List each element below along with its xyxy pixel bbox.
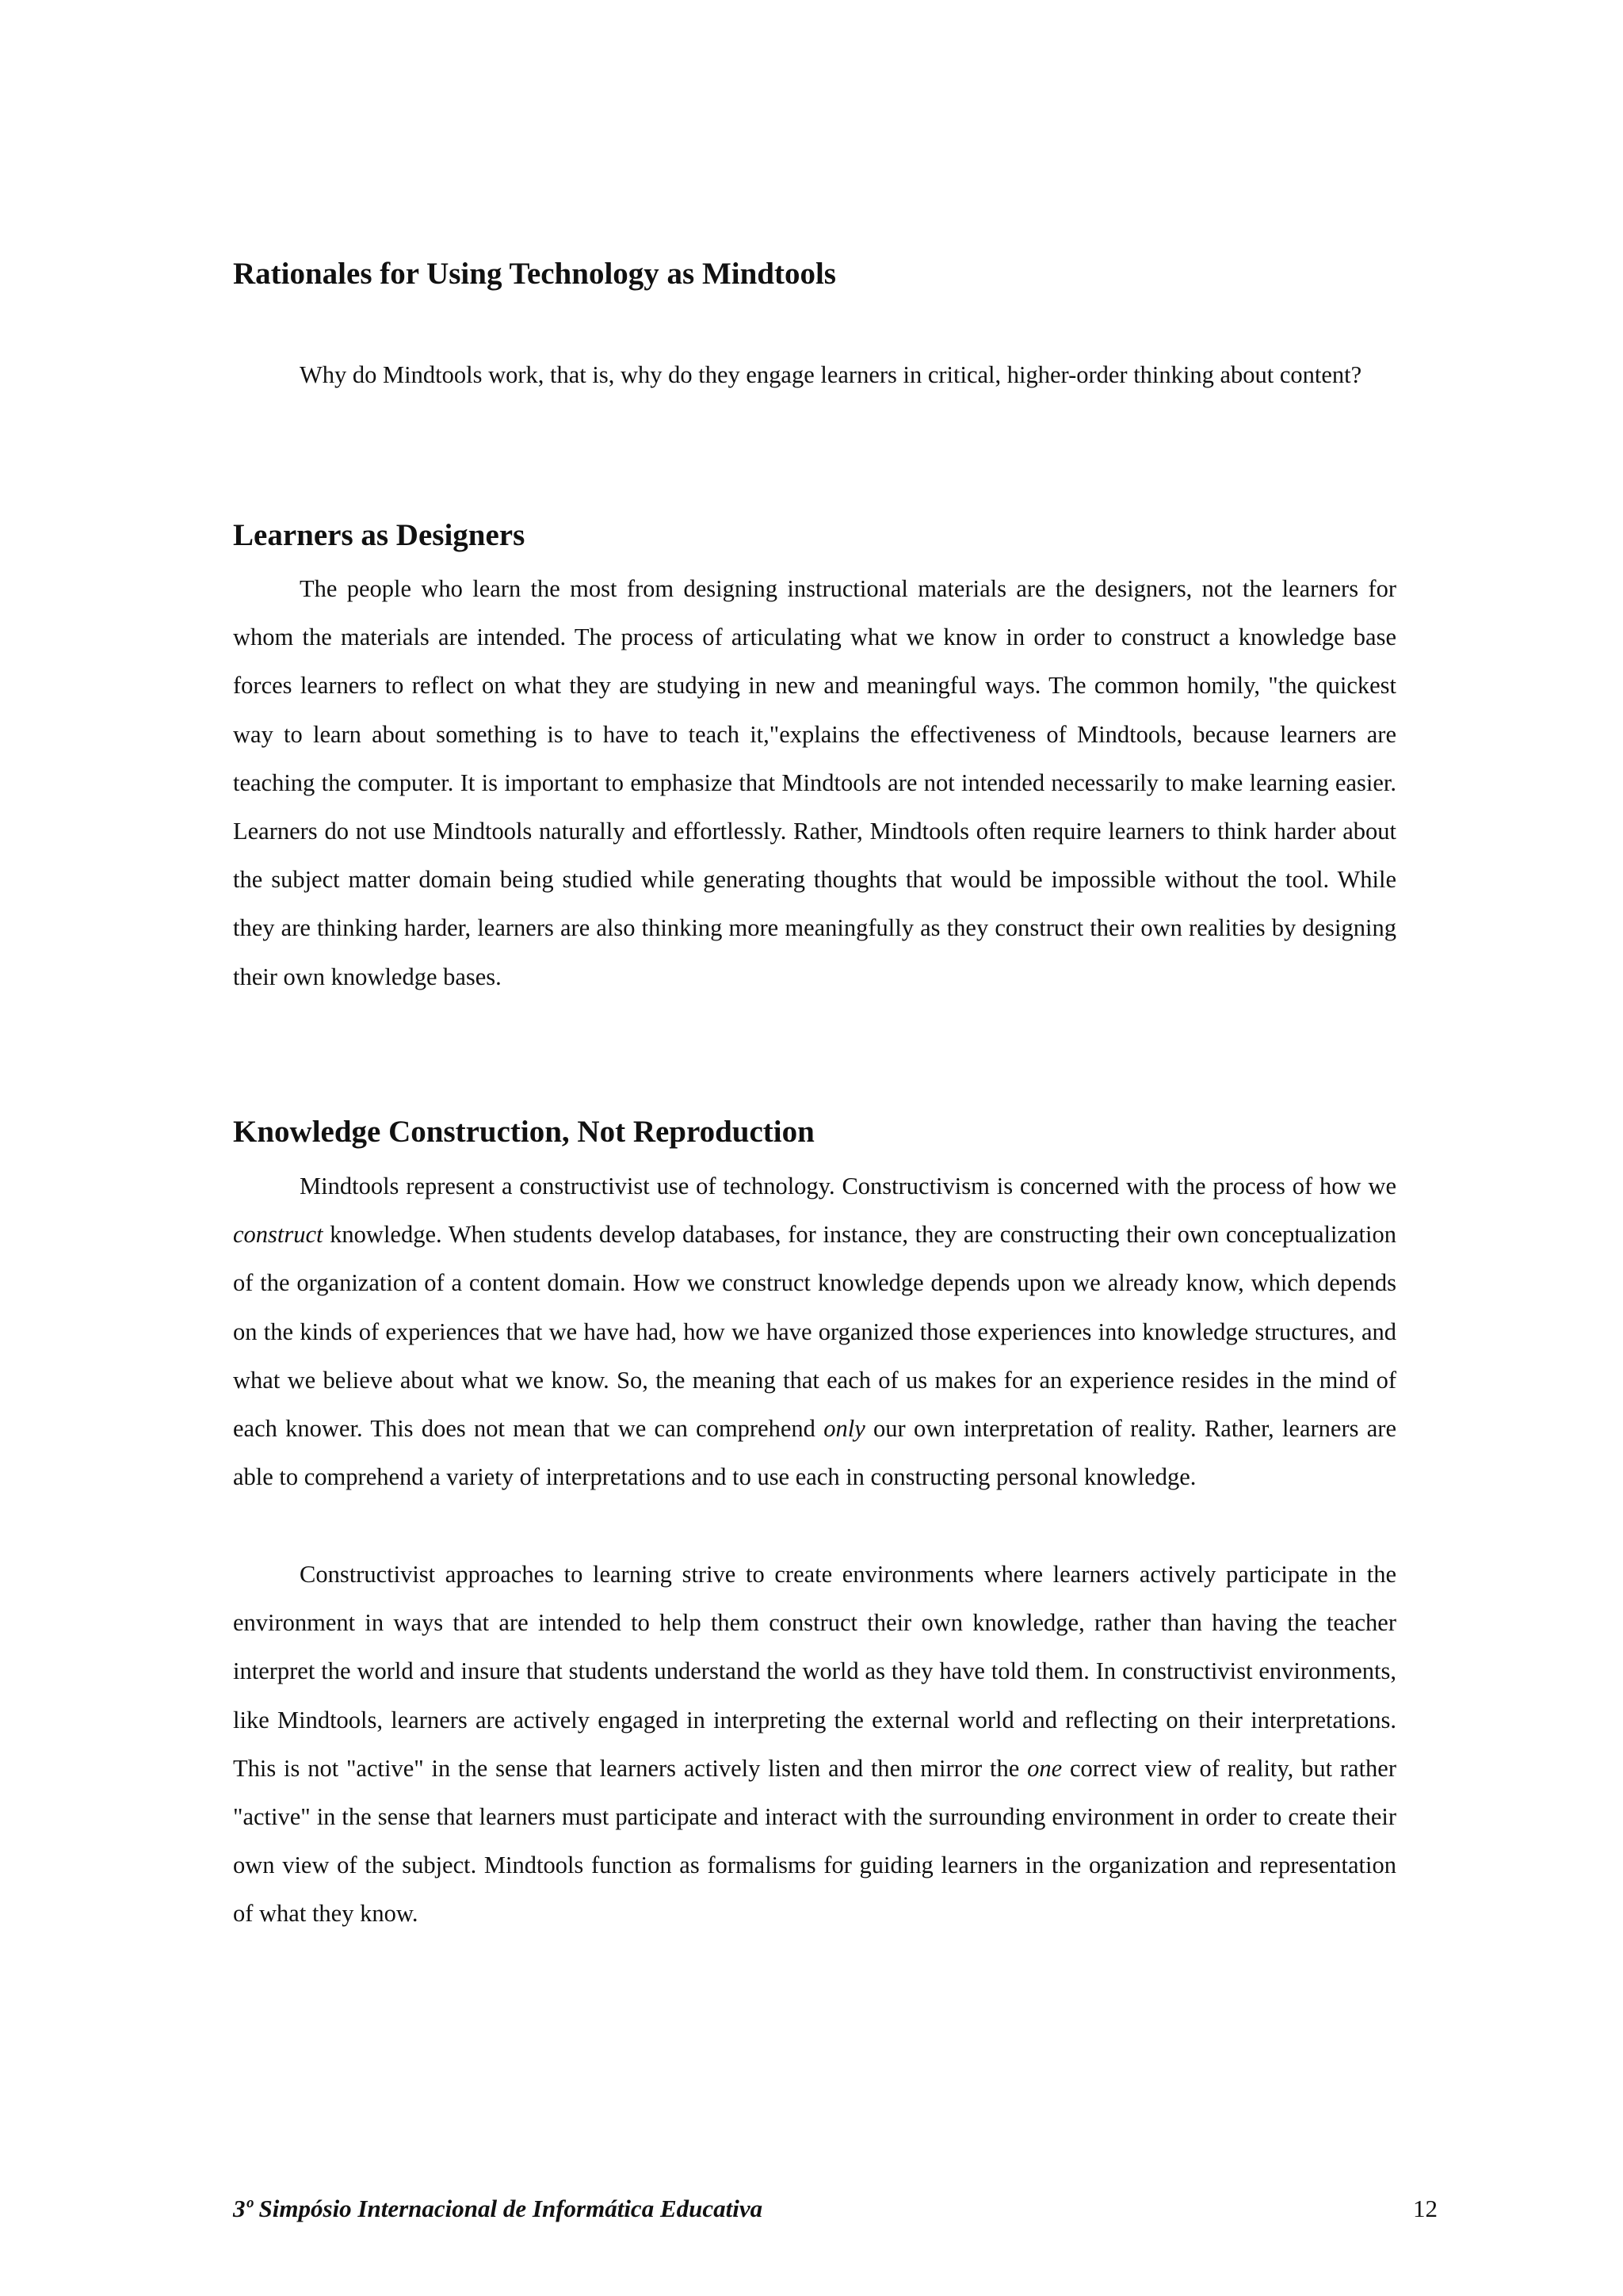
paragraph-text: knowledge. When students develop databases, for instance, they are constructing their own conceptualization of the organization of a content domain. How we construct knowledge depends upon we already know, which depends on the kinds of experiences that we have had, how we have organized those experiences into knowledge structures, and what we believe about what we know. So, the meaning that each of us makes for an experience resides in the mind of each knower. This does not mean that we can comprehend xyxy=(233,1221,1396,1443)
paragraph-designers: The people who learn the most from designing instructional materials are the designers, not the learners for whom the materials are intended. The process of articulating what we know in order to construct a knowledge base forces learners to reflect on what they are studying in new and meaningful ways. The common homily, "the quickest way to learn about something is to have to teach it,"explains the effectiveness of Mindtools, because learners are teaching the computer. It is important to emphasize that Mindtools are not intended necessarily to make learning easier. Learners do not use Mindtools naturally and effortlessly. Rather, Mindtools often require learners to think harder about the subject matter domain being studied while generating thoughts that would be impossible without the tool. While they are thinking harder, learners are also thinking more meaningfully as they construct their own realities by designing their own knowledge bases. xyxy=(233,575,1396,990)
paragraph-text: correct view of reality, but rather "active" in the sense that learners must participate and interact with the surrounding environment in order to create their own view of the subject. Mindtools function as formalisms for guiding learners in the organization and representation of what they know. xyxy=(233,1754,1396,1928)
section-heading-designers: Learners as Designers xyxy=(233,518,525,552)
paragraph-text: Constructivist approaches to learning strive to create environments where learners actively participate in the environment in ways that are intended to help them construct their own knowledge, rather than having the teacher interpret the world and insure that students understand the world as they have told them. In constructivist environments, like Mindtools, learners are actively engaged in interpreting the external world and reflecting on their interpretations. This is not "active" in the sense that learners actively listen and then mirror the xyxy=(233,1561,1396,1782)
section-heading-rationales: Rationales for Using Technology as Mindtools xyxy=(233,257,836,291)
section-heading-construction: Knowledge Construction, Not Reproduction xyxy=(233,1115,815,1149)
paragraph-text: our own interpretation of reality. Rather, learners are able to comprehend a variety of interpretations and to use each in constructing personal knowledge. xyxy=(233,1415,1396,1491)
emphasis-only: only xyxy=(823,1415,865,1443)
paragraph-construction-1 xyxy=(233,1162,1396,1501)
paragraph-construction-2 xyxy=(233,1550,1396,1939)
footer-conference-title: 3º Simpósio Internacional de Informática Educativa xyxy=(233,2195,763,2222)
emphasis-one: one xyxy=(1027,1754,1063,1782)
footer-page-number: 12 xyxy=(1413,2195,1438,2222)
paragraph-rationales: Why do Mindtools work, that is, why do they engage learners in critical, higher-order thinking about content? xyxy=(300,361,1362,388)
emphasis-construct: construct xyxy=(233,1221,323,1249)
paragraph-text: Mindtools represent a constructivist use of technology. Constructivism is concerned with the process of how we xyxy=(300,1173,1396,1199)
